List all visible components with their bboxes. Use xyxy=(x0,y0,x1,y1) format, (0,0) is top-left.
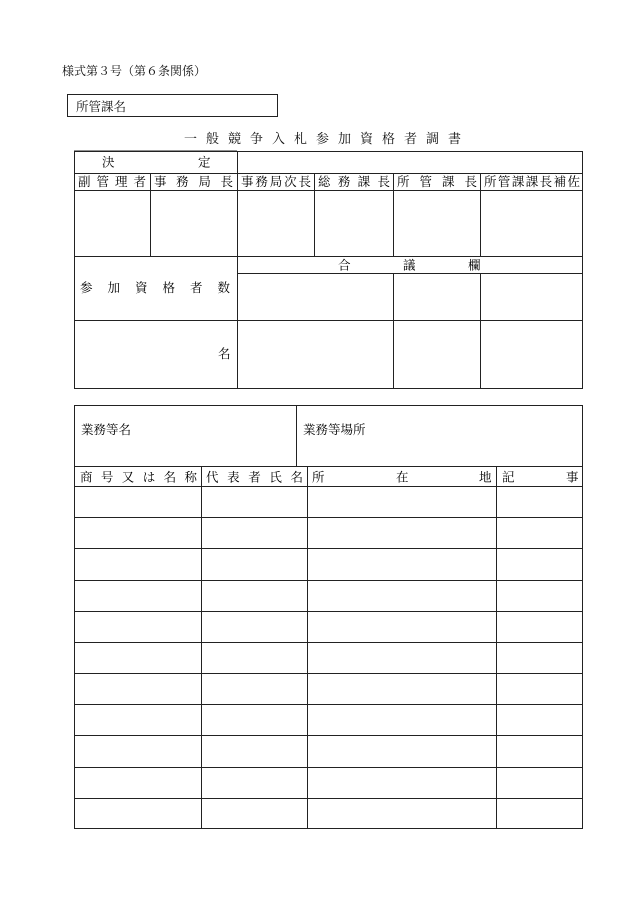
header-representative: 代表者氏名 xyxy=(206,469,303,485)
header-notes-2: 事 xyxy=(566,469,579,485)
header-address-1: 所 xyxy=(312,469,325,485)
business-name-label: 業務等名 xyxy=(81,422,132,437)
decision-heading-left: 決 xyxy=(102,154,115,170)
consultation-label-2: 議 xyxy=(403,257,416,273)
role-general-affairs-chief: 総務課長 xyxy=(318,174,390,189)
header-company-name: 商号又は名称 xyxy=(80,469,197,485)
role-secretary-general: 事務局長 xyxy=(154,174,233,189)
business-location-label: 業務等場所 xyxy=(303,422,366,437)
document-title-text: 一般競争入札参加資格者調書 xyxy=(183,132,470,147)
participants-unit: 名 xyxy=(218,346,231,361)
consultation-label-1: 合 xyxy=(338,257,351,273)
role-vice-manager: 副管理者 xyxy=(78,174,146,189)
role-section-chief: 所管課長 xyxy=(397,174,477,189)
header-address-2: 在 xyxy=(396,469,409,485)
header-notes-1: 記 xyxy=(502,469,515,485)
role-assistant-section-chief: 所管課課長補佐 xyxy=(484,174,580,189)
consultation-label-3: 欄 xyxy=(468,257,481,273)
form-number: 様式第３号（第６条関係） xyxy=(62,64,207,78)
department-field[interactable]: 所管課名 xyxy=(67,94,278,117)
role-deputy-secretary-general: 事務局次長 xyxy=(241,174,311,189)
header-address-3: 地 xyxy=(479,469,492,485)
participants-label: 参加資格者数 xyxy=(80,280,230,295)
decision-heading-right: 定 xyxy=(198,154,211,170)
